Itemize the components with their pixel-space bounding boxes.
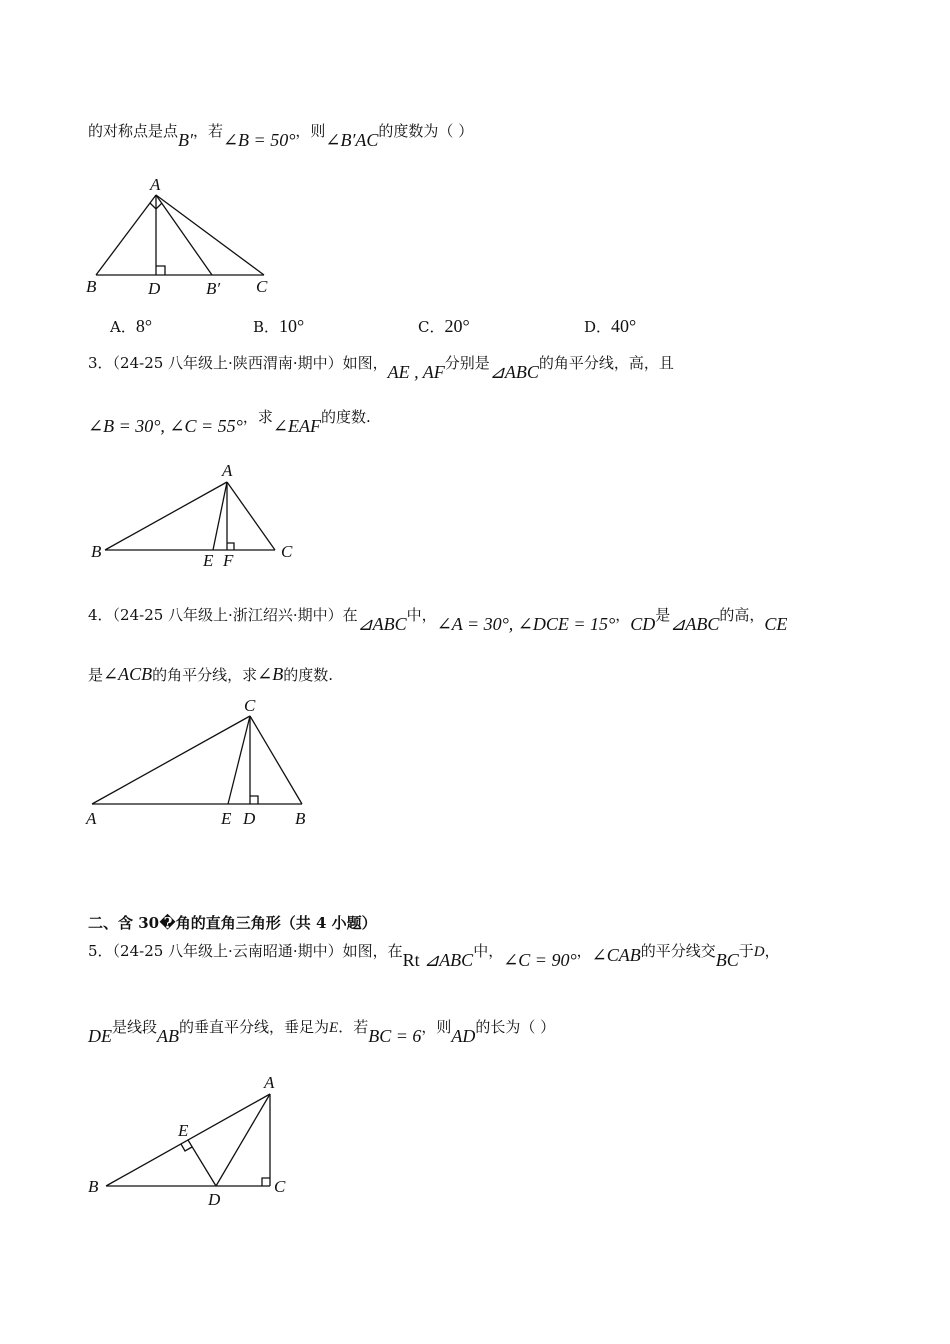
q4-text: 4．（24-25 八年级上·浙江绍兴·期中）在 bbox=[88, 606, 358, 624]
q3-text: ，求 bbox=[242, 408, 273, 426]
q5-text: ，则 bbox=[421, 1018, 452, 1036]
q5-math-bc: BC bbox=[715, 950, 739, 970]
q4-text: ， bbox=[615, 606, 631, 624]
section-heading: 二、含 30�角的直角三角形（共 4 小题） bbox=[88, 914, 377, 932]
q4-math-b: ∠B bbox=[257, 664, 284, 684]
q4-seg-ce bbox=[228, 716, 250, 804]
q3-text: 的角平分线，高，且 bbox=[538, 354, 674, 372]
q2-option-a[interactable] bbox=[110, 316, 152, 337]
q2-text: ，则 bbox=[295, 122, 326, 140]
q5-text: 中， bbox=[473, 942, 504, 960]
q2-math-angle-b: ∠B = 50° bbox=[222, 130, 296, 150]
q4-math-acb: ∠ACB bbox=[103, 664, 153, 684]
q2-seg-ac bbox=[156, 195, 264, 275]
q4-stem-line1 bbox=[88, 604, 788, 634]
q2-label-d: D bbox=[148, 279, 161, 298]
q2-label-c: C bbox=[256, 277, 268, 296]
q3-math-ae-af: AE , AF bbox=[387, 362, 445, 382]
q5-text: 是线段 bbox=[112, 1018, 158, 1036]
q2-text: 的度数为（ ） bbox=[378, 122, 474, 140]
q5-stem-line1 bbox=[88, 940, 780, 970]
q3-text: 3．（24-25 八年级上·陕西渭南·期中）如图， bbox=[88, 354, 388, 372]
q5-label-d: D bbox=[208, 1190, 221, 1209]
q5-label-b: B bbox=[88, 1177, 99, 1196]
q2-figure bbox=[80, 175, 280, 305]
q5-math-rt-text: Rt bbox=[402, 950, 420, 970]
q5-text: 的长为（ ） bbox=[475, 1018, 556, 1036]
q4-seg-ca bbox=[92, 716, 250, 804]
q2-seg-abp bbox=[156, 195, 212, 275]
q2-right-angle-d bbox=[156, 266, 165, 275]
q4-text: 是 bbox=[88, 666, 104, 684]
q2-stem bbox=[88, 120, 474, 150]
q5-math-bc6: BC = 6 bbox=[368, 1026, 422, 1046]
q4-label-a: A bbox=[86, 809, 97, 828]
q4-label-c: C bbox=[244, 696, 256, 715]
q4-label-e: E bbox=[221, 809, 232, 828]
q4-label-b: B bbox=[295, 809, 306, 828]
q5-math-ad: AD bbox=[451, 1026, 476, 1046]
q5-math-angle-c: ∠C = 90° bbox=[503, 950, 577, 970]
q5-math-triangle: ⊿ABC bbox=[424, 950, 474, 970]
q2-text: ，若 bbox=[192, 122, 223, 140]
q3-math-eaf: ∠EAF bbox=[272, 416, 321, 436]
q4-text: 的度数. bbox=[283, 666, 333, 684]
q5-math-cab: ∠CAB bbox=[591, 945, 641, 965]
option-value: 8° bbox=[135, 316, 153, 336]
q3-stem-line1 bbox=[88, 352, 674, 382]
q5-text: 5．（24-25 八年级上·云南昭通·期中）如图，在 bbox=[88, 942, 403, 960]
q5-math-d: D bbox=[753, 944, 765, 960]
q5-seg-ad bbox=[216, 1094, 270, 1186]
q3-label-a: A bbox=[222, 461, 233, 480]
q5-text: ．若 bbox=[338, 1018, 369, 1036]
q2-seg-ab bbox=[96, 195, 156, 275]
q2-label-b: B bbox=[86, 277, 97, 296]
q5-text: 于 bbox=[738, 942, 754, 960]
q3-text: 分别是 bbox=[444, 354, 490, 372]
q4-text: 中， bbox=[406, 606, 437, 624]
q5-label-a: A bbox=[264, 1073, 275, 1092]
q5-math-de: DE bbox=[88, 1026, 112, 1046]
option-value: 40° bbox=[611, 316, 637, 336]
q3-stem-line2 bbox=[88, 406, 371, 436]
q2-math-angle-bac: ∠B′AC bbox=[325, 130, 379, 150]
q3-math-angles: ∠B = 30°, ∠C = 55° bbox=[88, 416, 243, 436]
option-value: 10° bbox=[279, 316, 305, 336]
q3-text: 的度数. bbox=[320, 408, 371, 426]
option-label: D． bbox=[584, 318, 612, 336]
q5-text: 的垂直平分线，垂足为 bbox=[179, 1018, 330, 1036]
option-label: B． bbox=[253, 318, 280, 336]
q4-right-angle-d bbox=[250, 796, 258, 804]
q3-seg-ab bbox=[105, 482, 227, 550]
q5-label-e: E bbox=[178, 1121, 189, 1140]
q3-seg-ae bbox=[213, 482, 227, 550]
q4-stem-line2 bbox=[88, 664, 333, 685]
q3-math-triangle: ⊿ABC bbox=[489, 362, 539, 382]
q4-text: 的高， bbox=[719, 606, 765, 624]
q2-option-b[interactable] bbox=[253, 316, 304, 337]
q3-seg-ac bbox=[227, 482, 275, 550]
q4-text: 的角平分线，求 bbox=[152, 666, 258, 684]
q2-option-c[interactable] bbox=[418, 316, 470, 337]
q5-math-e: E bbox=[329, 1020, 339, 1036]
q3-figure bbox=[85, 460, 315, 580]
q4-math-ce: CE bbox=[764, 614, 788, 634]
q2-label-bprime: B′ bbox=[206, 279, 221, 298]
q5-right-angle-c bbox=[262, 1178, 270, 1186]
q5-stem-line2 bbox=[88, 1016, 556, 1046]
q5-seg-de bbox=[188, 1140, 216, 1186]
q5-label-c: C bbox=[274, 1177, 286, 1196]
option-value: 20° bbox=[444, 316, 470, 336]
option-label: A． bbox=[110, 318, 136, 336]
option-label: C． bbox=[418, 318, 445, 336]
q3-label-e: E bbox=[203, 551, 214, 570]
q3-label-f: F bbox=[223, 551, 234, 570]
q5-text: ， bbox=[576, 942, 592, 960]
q2-text: 的对称点是点 bbox=[88, 122, 179, 140]
q4-text: 是 bbox=[655, 606, 671, 624]
q5-text: ， bbox=[764, 942, 780, 960]
q2-option-d[interactable] bbox=[584, 316, 636, 337]
q4-math-triangle-2: ⊿ABC bbox=[670, 614, 720, 634]
q4-figure bbox=[80, 692, 340, 832]
q3-right-angle-f bbox=[227, 543, 234, 550]
q3-label-b: B bbox=[91, 542, 102, 561]
q3-label-c: C bbox=[281, 542, 293, 561]
q4-math-cd: CD bbox=[630, 614, 656, 634]
q4-math-triangle: ⊿ABC bbox=[357, 614, 407, 634]
q5-math-rt bbox=[403, 950, 474, 970]
q5-text: 的平分线交 bbox=[640, 942, 716, 960]
q4-label-d: D bbox=[243, 809, 256, 828]
q4-seg-cb bbox=[250, 716, 302, 804]
q4-math-angles: ∠A = 30°, ∠DCE = 15° bbox=[436, 614, 616, 634]
q5-figure bbox=[80, 1070, 310, 1215]
q5-math-ab: AB bbox=[157, 1026, 180, 1046]
q2-label-a: A bbox=[150, 175, 161, 194]
q2-math-bprime: B′ bbox=[178, 130, 193, 150]
